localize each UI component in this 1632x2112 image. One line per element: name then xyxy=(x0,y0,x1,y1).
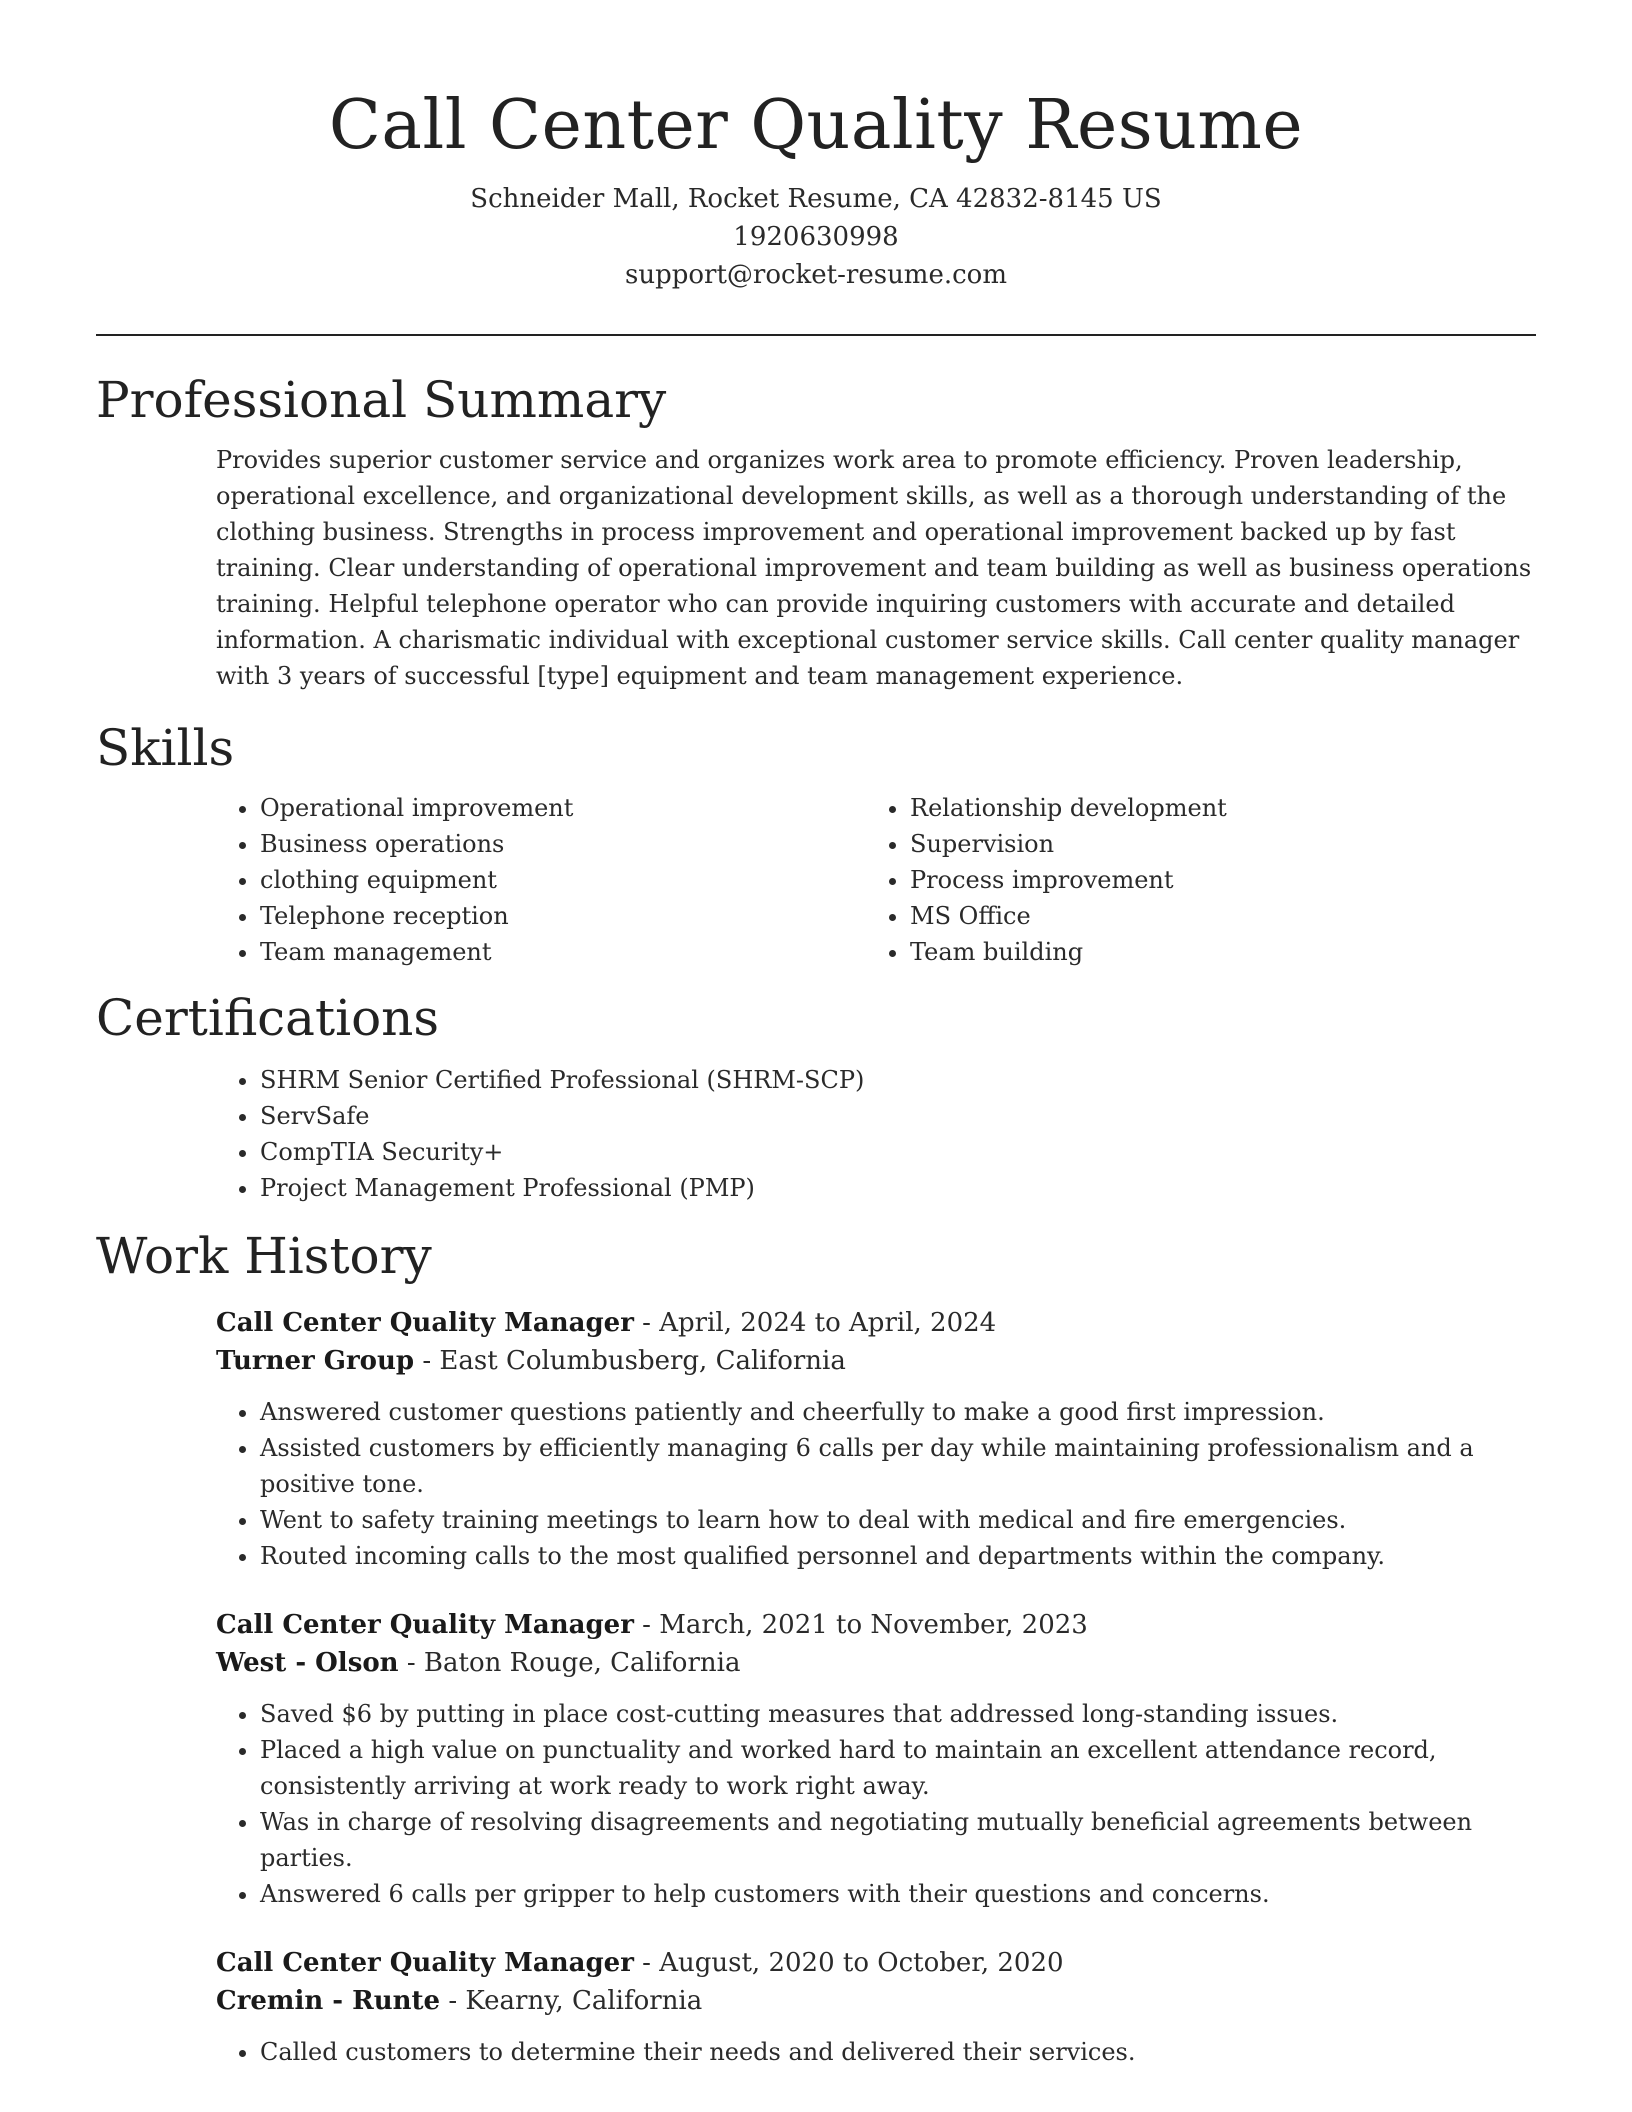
job-duty-item: • Was in charge of resolving disagreements and negotiating mutually beneficial agreements between parties. xyxy=(260,1804,1536,1876)
header-divider xyxy=(96,334,1536,336)
skill-item: • MS Office xyxy=(910,898,1516,934)
job-role: Call Center Quality Manager xyxy=(216,1610,634,1640)
job-location: - East Columbusberg, California xyxy=(422,1346,846,1376)
certification-item: • SHRM Senior Certified Professional (SHRM-SCP) xyxy=(260,1062,1536,1098)
job-entry xyxy=(216,1606,1536,1912)
job-duty-item: • Answered customer questions patiently and cheerfully to make a good first impression. xyxy=(260,1394,1536,1430)
job-dates: - March, 2021 to November, 2023 xyxy=(642,1610,1088,1640)
skill-item: • clothing equipment xyxy=(260,862,866,898)
job-dates: - August, 2020 to October, 2020 xyxy=(642,1948,1064,1978)
job-title-line xyxy=(216,1606,1536,1644)
skill-item: • Relationship development xyxy=(910,790,1516,826)
job-company-line xyxy=(216,1342,1536,1380)
resume-title: Call Center Quality Resume xyxy=(328,86,1304,165)
job-duties xyxy=(216,1394,1536,1574)
summary-text: Provides superior customer service and organizes work area to promote efficiency. Proven leadership, operational excellence, and organizational development skills, as well as a thorough understanding of the clothing business. Strengths in process improvement and operational improvement backed up by fast training. Clear understanding of operational improvement and team building as well as business operations training. Helpful telephone operator who can provide inquiring customers with accurate and detailed information. A charismatic individual with exceptional customer service skills. Call center quality manager with 3 years of successful [type] equipment and team management experience. xyxy=(216,446,1532,690)
job-title-line xyxy=(216,1944,1536,1982)
job-company: West - Olson xyxy=(216,1648,399,1678)
job-company-line xyxy=(216,1982,1536,2020)
skill-item: • Process improvement xyxy=(910,862,1516,898)
job-dates: - April, 2024 to April, 2024 xyxy=(642,1308,997,1338)
skill-item: • Business operations xyxy=(260,826,866,862)
job-duty-item: • Went to safety training meetings to learn how to deal with medical and fire emergencies. xyxy=(260,1502,1536,1538)
skill-item: • Telephone reception xyxy=(260,898,866,934)
certifications-list xyxy=(216,1062,1536,1206)
certification-item: • ServSafe xyxy=(260,1098,1536,1134)
skills-list-left xyxy=(216,790,866,970)
skill-item: • Team building xyxy=(910,934,1516,970)
job-company-line xyxy=(216,1644,1536,1682)
job-role: Call Center Quality Manager xyxy=(216,1308,634,1338)
job-duty-item: • Assisted customers by efficiently managing 6 calls per day while maintaining professionalism and a positive tone. xyxy=(260,1430,1536,1502)
skills-heading: Skills xyxy=(96,719,235,777)
job-duty-item: • Routed incoming calls to the most qualified personnel and departments within the company. xyxy=(260,1538,1536,1574)
skills-grid xyxy=(216,790,1536,970)
contact-block xyxy=(96,180,1536,294)
job-company: Cremin - Runte xyxy=(216,1986,441,2016)
skill-item: • Team management xyxy=(260,934,866,970)
job-duties xyxy=(216,1696,1536,1912)
skills-list-right xyxy=(866,790,1516,970)
job-title-line xyxy=(216,1304,1536,1342)
job-company: Turner Group xyxy=(216,1346,415,1376)
job-entry xyxy=(216,1944,1536,2070)
resume-header xyxy=(96,0,1536,294)
job-role: Call Center Quality Manager xyxy=(216,1948,634,1978)
skill-item: • Supervision xyxy=(910,826,1516,862)
certification-item: • CompTIA Security+ xyxy=(260,1134,1536,1170)
job-duty-item: • Answered 6 calls per gripper to help customers with their questions and concerns. xyxy=(260,1876,1536,1912)
contact-email: support@rocket-resume.com xyxy=(624,260,1007,290)
job-duty-item: • Saved $6 by putting in place cost-cutting measures that addressed long-standing issues. xyxy=(260,1696,1536,1732)
contact-address: Schneider Mall, Rocket Resume, CA 42832-8145 US xyxy=(470,184,1162,214)
job-duty-item: • Called customers to determine their needs and delivered their services. xyxy=(260,2034,1536,2070)
work-history-heading: Work History xyxy=(96,1227,432,1285)
certifications-block xyxy=(216,1062,1536,1206)
certifications-heading: Certifications xyxy=(96,989,440,1047)
summary-heading: Professional Summary xyxy=(96,371,667,429)
job-entry xyxy=(216,1304,1536,1574)
job-location: - Kearny, California xyxy=(448,1986,703,2016)
job-location: - Baton Rouge, California xyxy=(406,1648,741,1678)
skills-column-right xyxy=(866,790,1516,970)
skills-column-left xyxy=(216,790,866,970)
certification-item: • Project Management Professional (PMP) xyxy=(260,1170,1536,1206)
job-duties xyxy=(216,2034,1536,2070)
skill-item: • Operational improvement xyxy=(260,790,866,826)
contact-phone: 1920630998 xyxy=(733,222,899,252)
job-duty-item: • Placed a high value on punctuality and worked hard to maintain an excellent attendance record, consistently arriving at work ready to work right away. xyxy=(260,1732,1536,1804)
